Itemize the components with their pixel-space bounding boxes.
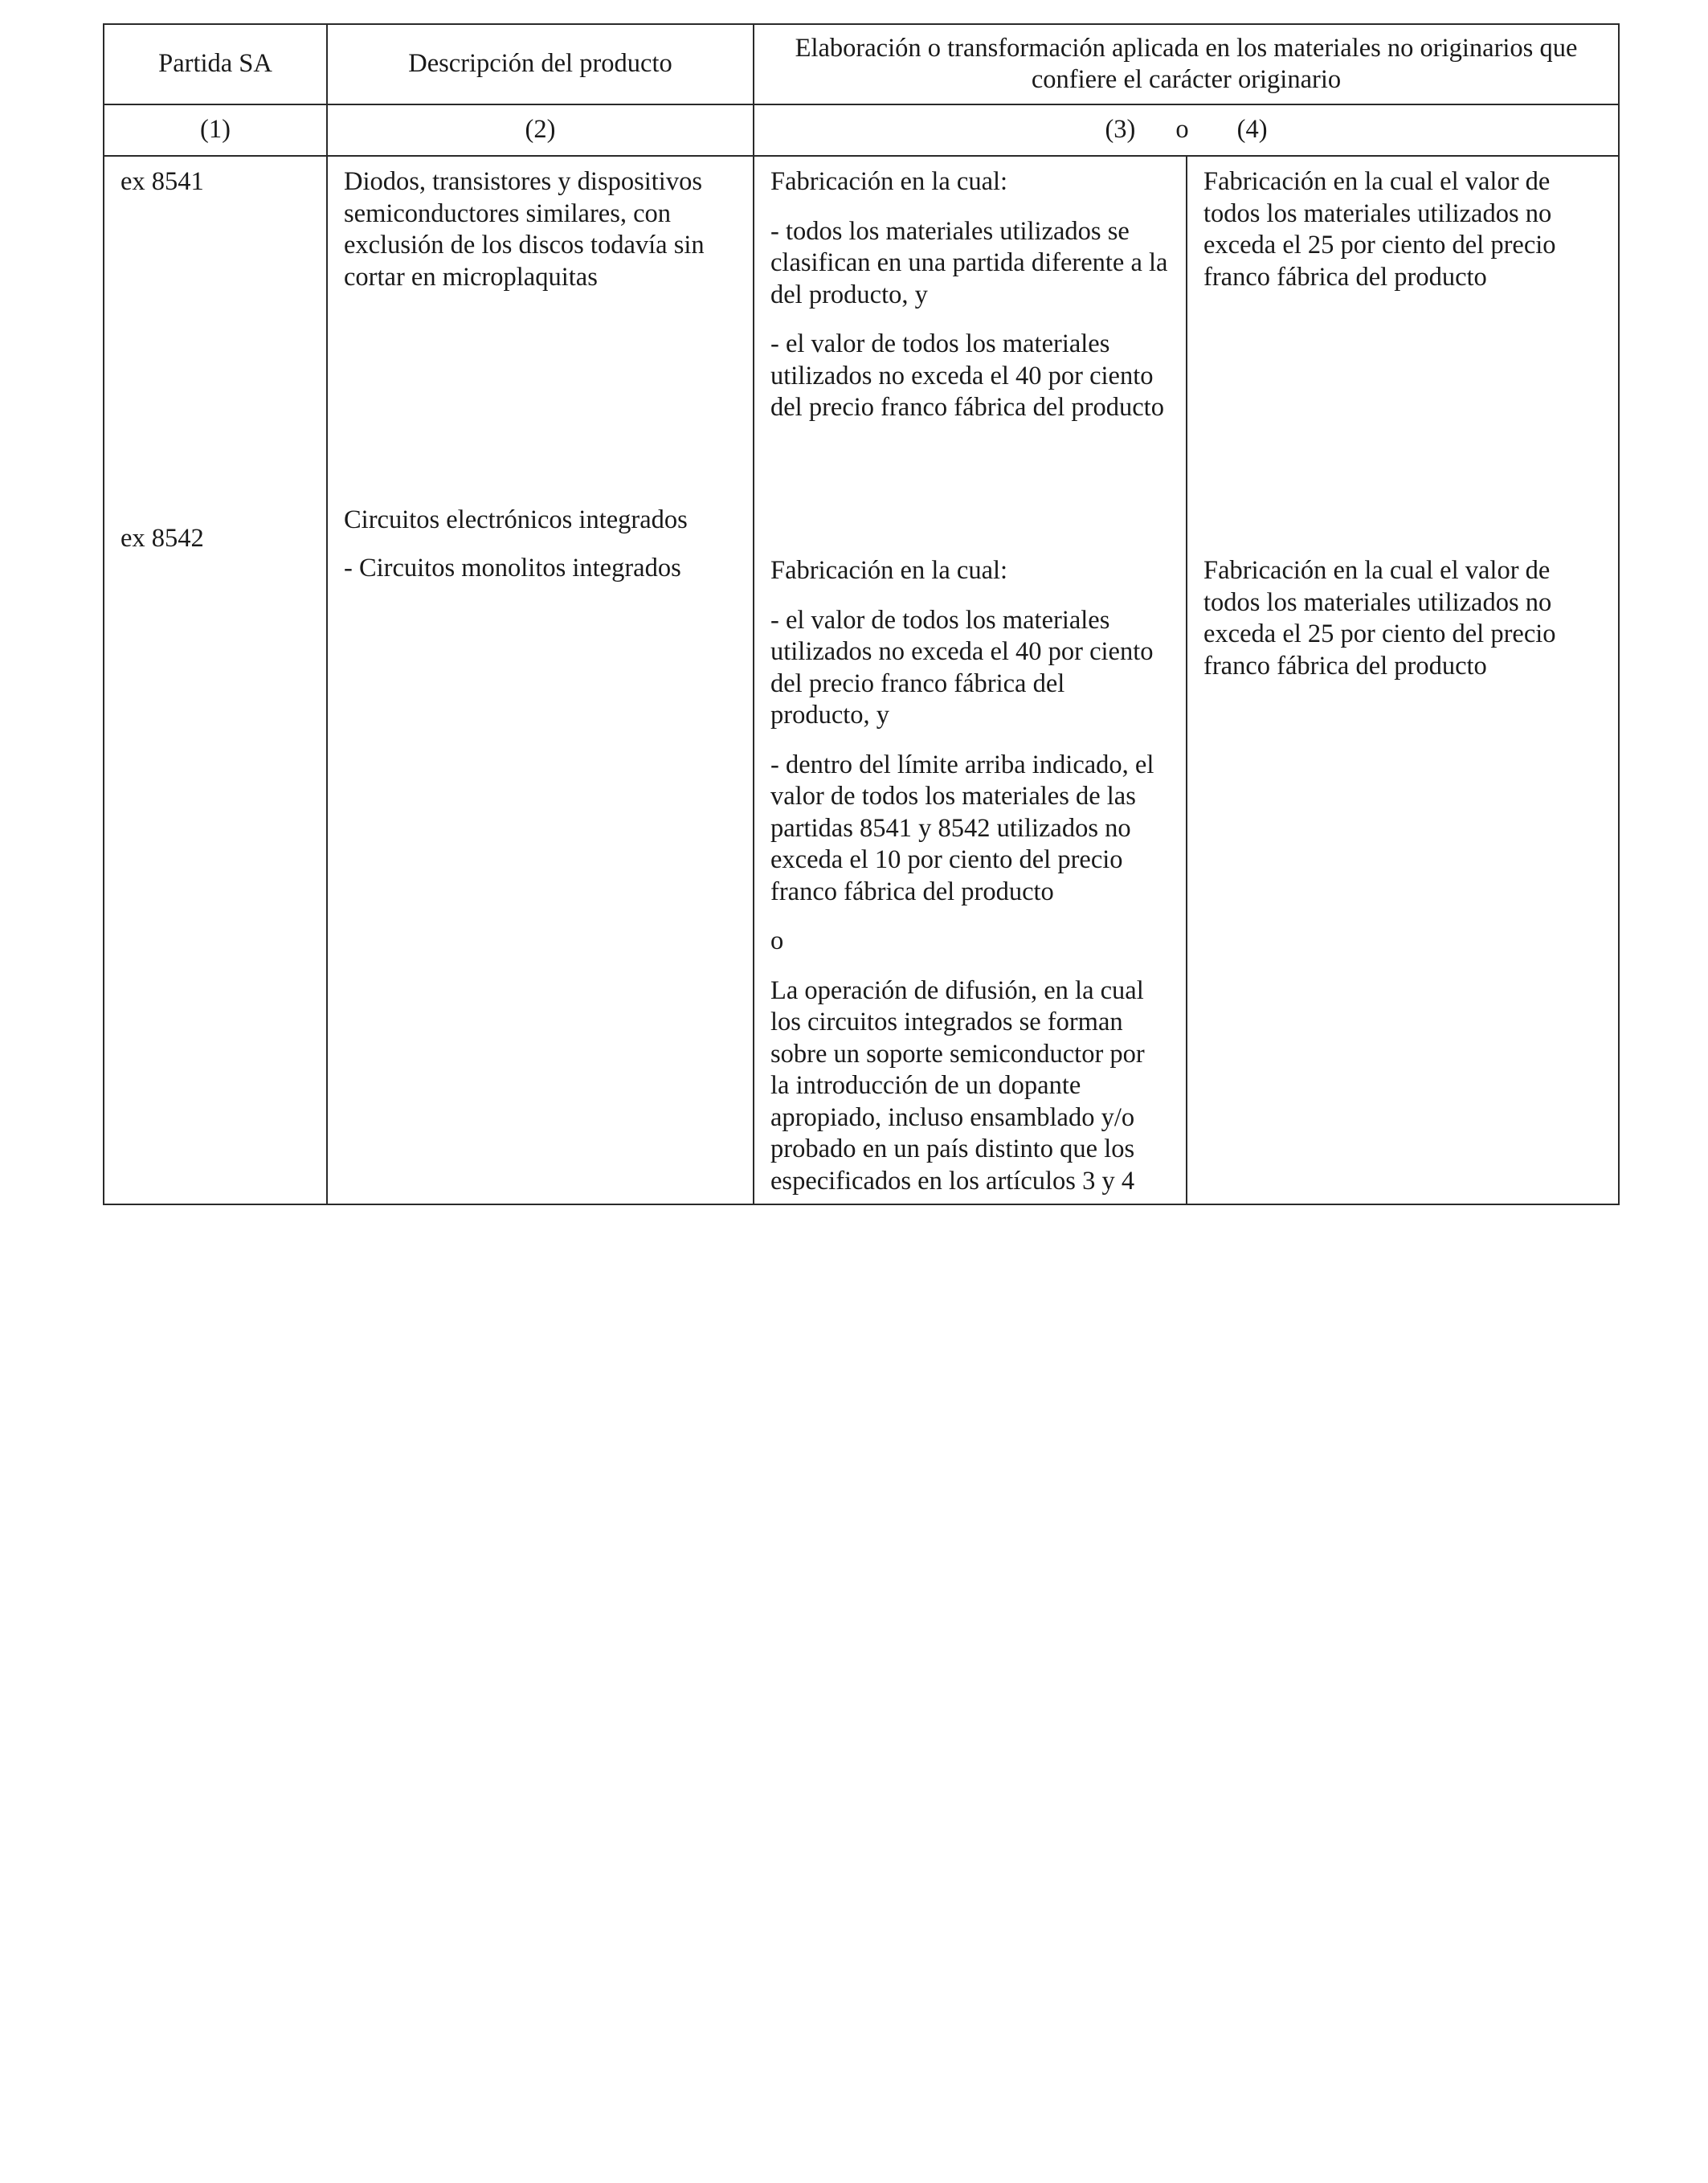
row-8541-col3-condition-2: - el valor de todos los materiales utilizados no exceda el 40 por ciento del precio franco fábrica del producto: [770, 329, 1164, 422]
column-number-2: (2): [327, 104, 754, 156]
row-8541-col3-intro: Fabricación en la cual:: [770, 167, 1008, 196]
row-8542-col3-or: o: [770, 926, 784, 955]
header-elaboracion: Elaboración o transformación aplicada en los materiales no originarios que confiere el carácter originario: [754, 24, 1619, 104]
col4-cell: [1187, 156, 1619, 1204]
row-8541-col3-condition-1: - todos los materiales utilizados se clasifican en una partida diferente a la del producto, y: [770, 216, 1168, 309]
table-body-row: [104, 156, 1619, 1204]
column-number-3-4: [754, 104, 1619, 156]
row-8542-col3-intro: Fabricación en la cual:: [770, 556, 1008, 585]
row-8542-description: Circuitos electrónicos integrados: [344, 505, 688, 534]
column-number-separator: o: [1175, 115, 1189, 145]
header-partida-sa: Partida SA: [104, 24, 327, 104]
row-8541-col3-block: [770, 166, 1170, 555]
row-8542-col3-condition-1: - el valor de todos los materiales utilizados no exceda el 40 por ciento del precio franco fábrica del producto, y: [770, 605, 1154, 730]
column-number-4: (4): [1236, 115, 1268, 145]
column-number-group: [1050, 114, 1323, 146]
row-8541-description-block: [344, 166, 737, 505]
row-8542-col4: Fabricación en la cual el valor de todos los materiales utilizados no exceda el 25 por ciento del precio franco fábrica del producto: [1203, 556, 1556, 681]
code-cell: [104, 156, 327, 1204]
column-number-1: (1): [104, 104, 327, 156]
origin-rules-table: [103, 23, 1620, 1205]
row-8542-sub-description: - Circuitos monolitos integrados: [344, 553, 681, 583]
row-8541-description: Diodos, transistores y dispositivos semiconductores similares, con exclusión de los discos todavía sin cortar en microplaquitas: [344, 167, 705, 292]
row-8541-code: ex 8541: [121, 167, 204, 196]
row-spacer: [121, 198, 310, 523]
row-8542-col3-alternative: La operación de difusión, en la cual los circuitos integrados se forman sobre un soporte semiconductor por la introducción de un dopante apropiado, incluso ensamblado y/o probado en un país distinto que los especificados en los artículos 3 y 4: [770, 975, 1145, 1196]
description-cell: [327, 156, 754, 1204]
row-8542-code: ex 8542: [121, 523, 204, 553]
column-number-row: [104, 104, 1619, 156]
row-8541-col4: Fabricación en la cual el valor de todos los materiales utilizados no exceda el 25 por ciento del precio franco fábrica del producto: [1203, 167, 1556, 292]
header-descripcion: Descripción del producto: [327, 24, 754, 104]
row-8541-code-block: [121, 166, 310, 198]
table-header-row: [104, 24, 1619, 104]
col3-cell: [754, 156, 1187, 1204]
row-8542-code-block: [121, 523, 310, 555]
row-8542-col3-condition-2: - dentro del límite arriba indicado, el valor de todos los materiales de las partidas 8541 y 8542 utilizados no exceda el 10 por ciento del precio franco fábrica del producto: [770, 750, 1154, 906]
row-8541-col4-block: [1203, 166, 1602, 555]
column-number-3: (3): [1105, 115, 1136, 145]
